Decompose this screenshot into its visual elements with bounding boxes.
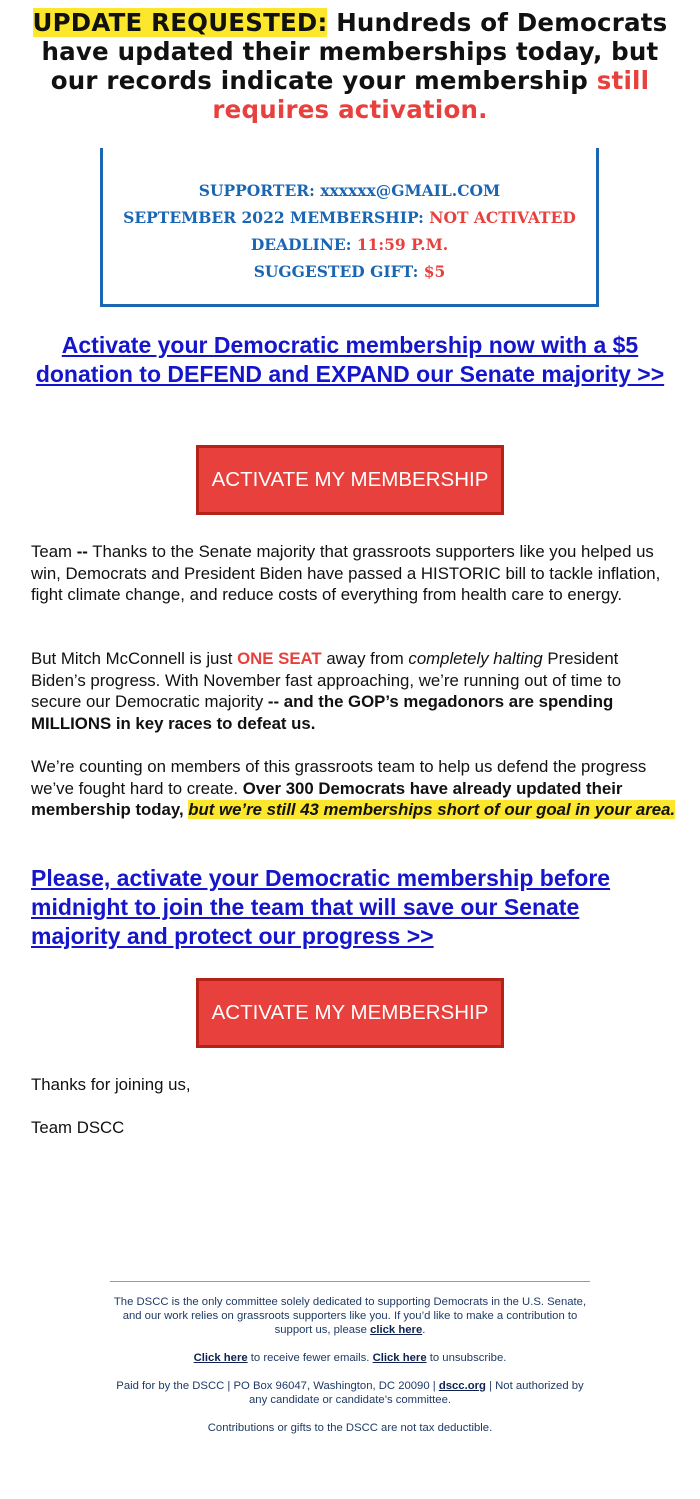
body-paragraph-2 (31, 648, 676, 734)
supporter-label: SUPPORTER: (198, 181, 315, 200)
footer-about: The DSCC is the only committee solely dedicated to supporting Democrats in the U.S. Senate, and our work relies on grassroots supporters like you. If you’d like to make a contribution to support us, please click here. (113, 1296, 587, 1336)
deadline-label: DEADLINE: (250, 235, 352, 254)
membership-status: NOT ACTIVATED (429, 208, 576, 227)
membership-label: SEPTEMBER 2022 MEMBERSHIP: (123, 208, 424, 227)
footer-paid-for (110, 1379, 590, 1407)
signature: Team DSCC (31, 1118, 125, 1137)
activate-membership-button-2[interactable]: ACTIVATE MY MEMBERSHIP (196, 978, 504, 1048)
headline-tag: UPDATE REQUESTED: (32, 8, 328, 37)
activate-before-midnight-link[interactable]: Please, activate your Democratic membership before midnight to join the team that will save our Senate majority and protect our progress >> (31, 865, 611, 949)
para2-text-1: But Mitch McConnell is just (31, 649, 233, 668)
box-corner-right (596, 148, 599, 157)
para1-dash: -- (76, 542, 88, 561)
para2-bold: -- and the GOP’s megadonors are spending MILLIONS in key races to defeat us. (31, 692, 614, 733)
para1-text: Thanks to the Senate majority that grassroots supporters like you helped us win, Democrats and President Biden have passed a HISTORIC bill to tackle inflation, fight climate change, and reduce costs of everything from health care to energy. (31, 542, 661, 604)
para2-one-seat: ONE SEAT (237, 649, 322, 668)
para3-bold: Over 300 Democrats have already updated their membership today, (31, 778, 623, 819)
activate-donation-link[interactable]: Activate your Democratic membership now with a $5 donation to DEFEND and EXPAND our Senate majority >> (35, 332, 665, 387)
gift-line (103, 262, 596, 282)
headline-text: Hundreds of Democrats have updated their memberships today, but our records indicate your membership (41, 8, 668, 95)
supporter-line (103, 181, 596, 201)
footer-email-prefs (110, 1351, 590, 1365)
supporter-value: xxxxxx@GMAIL.COM (320, 181, 501, 200)
activate-membership-button[interactable]: ACTIVATE MY MEMBERSHIP (196, 445, 504, 515)
body-paragraph-1 (31, 541, 676, 606)
para2-text-3: President Biden’s progress. With November fast approaching, we’re running out of time to secure our Democratic majority (31, 649, 622, 711)
body-paragraph-3 (31, 756, 676, 821)
paid-for-text: Paid for by the DSCC | PO Box 96047, Washington, DC 20090 | (116, 1380, 436, 1392)
dscc-site-link[interactable]: dscc.org (438, 1380, 486, 1392)
gift-value: $5 (423, 262, 446, 281)
membership-status-box (100, 148, 599, 307)
membership-line (103, 208, 596, 228)
deadline-line (103, 235, 596, 255)
not-authorized-text: | Not authorized by any candidate or candidate’s committee. (249, 1380, 584, 1406)
deadline-value: 11:59 P.M. (356, 235, 449, 254)
headline-emphasis: still requires activation. (212, 66, 650, 124)
unsubscribe-text: to unsubscribe. (429, 1352, 507, 1364)
footer-divider (110, 1281, 590, 1282)
para2-italic: completely halting (408, 649, 543, 668)
fewer-emails-text: to receive fewer emails. (250, 1352, 370, 1364)
fewer-emails-link[interactable]: Click here (193, 1352, 248, 1364)
contribute-link[interactable]: click here (370, 1324, 423, 1336)
para2-text-2: away from (326, 649, 404, 668)
headline (20, 8, 680, 124)
footer-tax-note: Contributions or gifts to the DSCC are not tax deductible. (207, 1422, 493, 1434)
unsubscribe-link[interactable]: Click here (372, 1352, 427, 1364)
para3-highlight: but we’re still 43 memberships short of our goal in your area. (188, 800, 676, 819)
signoff: Thanks for joining us, (31, 1075, 191, 1094)
para3-text: We’re counting on members of this grassroots team to help us defend the progress we’ve fought hard to create. (31, 757, 647, 798)
para1-lead: Team (31, 542, 73, 561)
footer-about-text: The DSCC is the only committee solely dedicated to supporting Democrats in the U.S. Senate, and our work relies on grassroots supporters like you. If you’d like to make a contribution to support us, please (113, 1296, 587, 1336)
gift-label: SUGGESTED GIFT: (253, 262, 419, 281)
box-corner-left (100, 148, 103, 157)
